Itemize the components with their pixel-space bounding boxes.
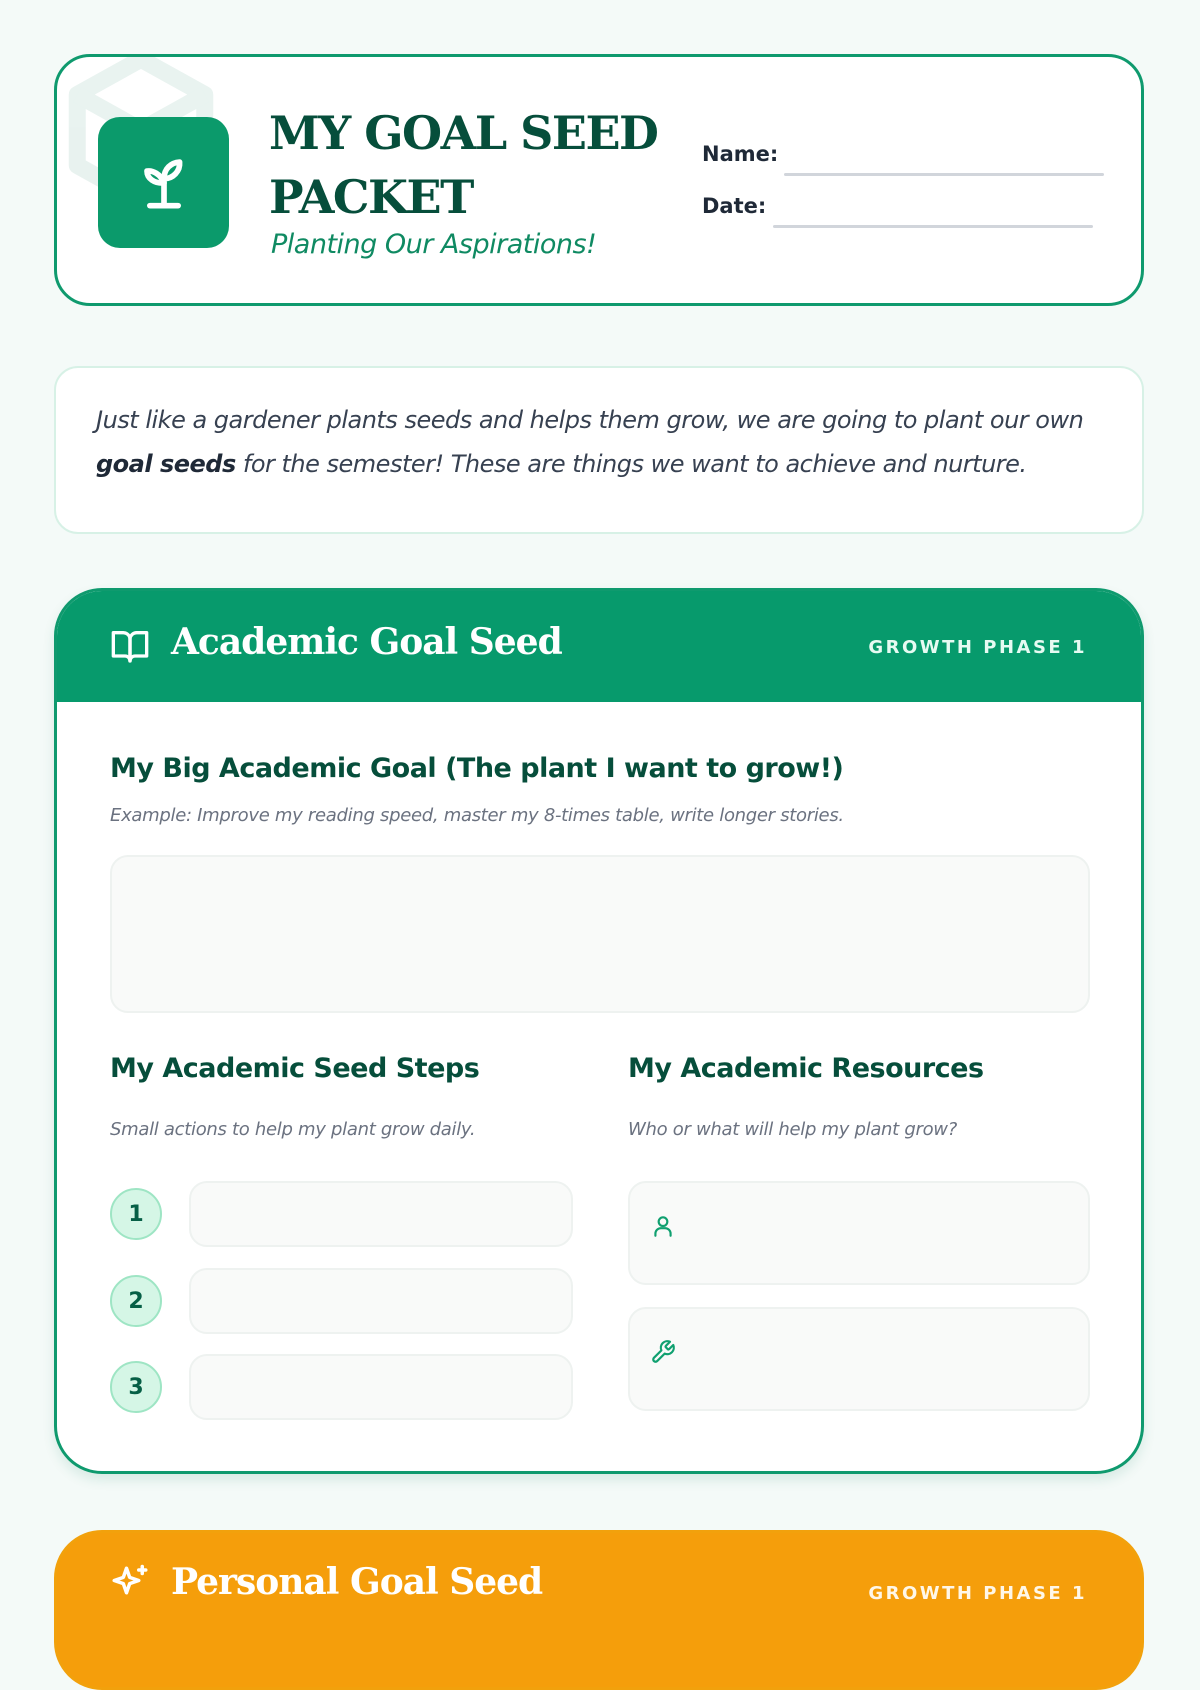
person-icon: [650, 1213, 676, 1239]
growth-phase-badge: GROWTH PHASE 1: [868, 1583, 1087, 1604]
resource-input-tool[interactable]: [628, 1307, 1090, 1411]
step-number: 2: [110, 1275, 162, 1327]
header-card: [54, 54, 1144, 306]
step-input-1[interactable]: [189, 1181, 573, 1247]
academic-goal-card: [54, 588, 1144, 1474]
step-input-3[interactable]: [189, 1354, 573, 1420]
big-goal-hint: Example: Improve my reading speed, master my 8-times table, write longer stories.: [110, 805, 844, 826]
intro-emphasis: goal seeds: [96, 450, 236, 478]
page-subtitle: Planting Our Aspirations!: [271, 229, 597, 260]
personal-card-title: Personal Goal Seed: [171, 1561, 543, 1603]
step-number: 3: [110, 1361, 162, 1413]
personal-goal-card: [54, 1530, 1144, 1690]
sparkles-icon: [109, 1563, 151, 1605]
big-goal-heading: My Big Academic Goal (The plant I want to grow!): [110, 753, 844, 784]
resource-input-person[interactable]: [628, 1181, 1090, 1285]
logo-tile: [98, 117, 229, 248]
book-open-icon: [110, 626, 150, 666]
intro-text: Just like a gardener plants seeds and helps them grow, we are going to plant our own goal seeds for the semester! These are things we want to achieve and nurture.: [96, 406, 1084, 478]
wrench-icon: [650, 1339, 676, 1365]
page-title: MY GOAL SEED: [269, 106, 658, 160]
academic-card-title: Academic Goal Seed: [171, 621, 562, 663]
seed-steps-heading: My Academic Seed Steps: [110, 1053, 480, 1084]
big-goal-input[interactable]: [110, 855, 1090, 1013]
name-label: Name:: [702, 142, 779, 166]
resources-hint: Who or what will help my plant grow?: [628, 1119, 957, 1140]
date-field[interactable]: [773, 225, 1093, 228]
date-label: Date:: [702, 194, 767, 218]
growth-phase-badge: GROWTH PHASE 1: [868, 637, 1087, 658]
seed-steps-hint: Small actions to help my plant grow daily.: [110, 1119, 476, 1140]
page-title-line2: PACKET: [269, 170, 473, 224]
step-input-2[interactable]: [189, 1268, 573, 1334]
step-number: 1: [110, 1188, 162, 1240]
resources-heading: My Academic Resources: [628, 1053, 984, 1084]
name-field[interactable]: [784, 173, 1104, 176]
intro-card: [54, 366, 1144, 534]
sprout-icon: [130, 149, 198, 217]
academic-card-header: [57, 591, 1141, 702]
